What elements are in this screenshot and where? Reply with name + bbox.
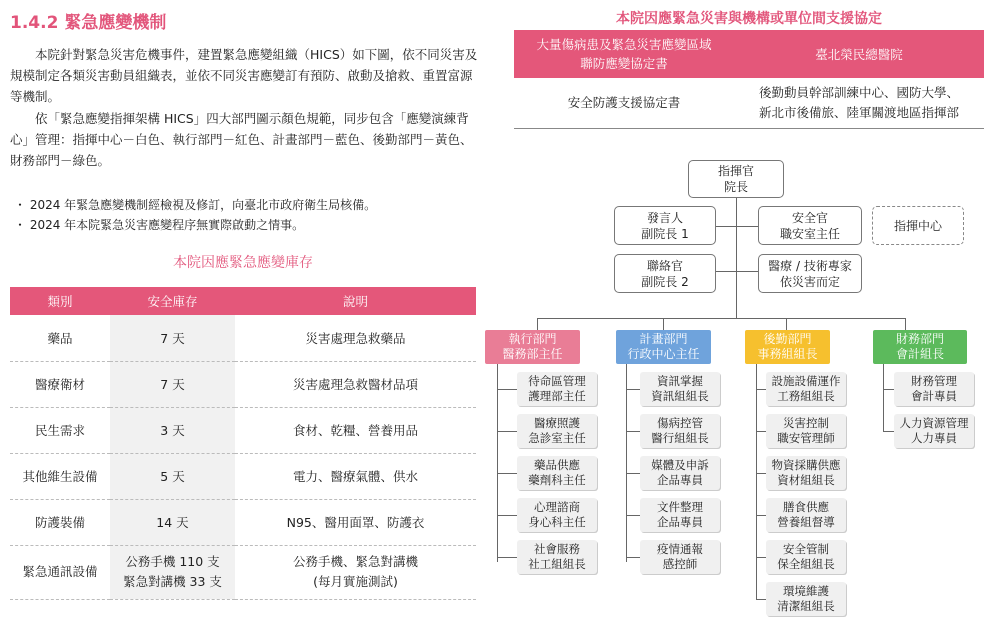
org-sub-unit: 膳食供應 營養組督導 — [766, 498, 846, 532]
org-sub-unit: 環境維護 清潔組組長 — [766, 582, 846, 616]
table-cell: 緊急通訊設備 — [10, 545, 110, 599]
table-cell: 其他維生設備 — [10, 453, 110, 499]
org-sub-unit: 災害控制 職安管理師 — [766, 414, 846, 448]
table-row — [10, 315, 476, 361]
table-cell: 7 天 — [110, 361, 235, 407]
table-cell: 後勤動員幹部訓練中心、國防大學、 新北市後備旅、陸軍關渡地區指揮部 — [734, 78, 984, 128]
table-row — [10, 453, 476, 499]
org-sub-unit: 社會服務 社工組組長 — [517, 540, 597, 574]
org-sub-unit: 文件整理 企品專員 — [640, 498, 720, 532]
bullet-item: ・ 2024 年緊急應變機制經檢視及修訂，向臺北市政府衛生局核備。 — [14, 198, 377, 212]
coop-title: 本院因應緊急災害與機構或單位間支援協定 — [616, 11, 882, 27]
column-header: 安全庫存 — [110, 287, 235, 315]
org-sub-unit: 醫療照護 急診室主任 — [517, 414, 597, 448]
paragraph-vest-colors: 依「緊急應變指揮架構 HICS」四大部門圖示顏色規範，同步包含「應變演練背心」管理：指揮中心－白色、執行部門－紅色、計畫部門－藍色、後勤部門－黃色、財務部門－綠色。 — [10, 111, 473, 168]
org-sub-unit: 資訊掌握 資訊組組長 — [640, 372, 720, 406]
table-cell: 民生需求 — [10, 407, 110, 453]
table-row — [10, 361, 476, 407]
logistics-dept-box: 後勤部門 事務組組長 — [745, 330, 830, 364]
paragraph-hics-intro: 本院針對緊急災害危機事件，建置緊急應變組織（HICS）如下圖，依不同災害及規模制定各類災害動員組織表，並依不同災害應變訂有預防、啟動及搶救、重置富源等機制。 — [10, 47, 478, 104]
table-cell: 14 天 — [110, 499, 235, 545]
table-cell: 公務手機 110 支 緊急對講機 33 支 — [110, 545, 235, 599]
org-sub-unit: 心理諮商 身心科主任 — [517, 498, 597, 532]
org-sub-unit: 傷病控管 醫行組組長 — [640, 414, 720, 448]
org-sub-unit: 待命區管理 護理部主任 — [517, 372, 597, 406]
coop-table — [514, 30, 984, 129]
column-header: 類別 — [10, 287, 110, 315]
command-center-box: 指揮中心 — [872, 206, 964, 245]
table-row — [514, 78, 984, 128]
inventory-title: 本院因應緊急應變庫存 — [173, 255, 313, 271]
table-cell: 7 天 — [110, 315, 235, 361]
table-cell: 醫療衛材 — [10, 361, 110, 407]
column-header: 大量傷病患及緊急災害應變區域 聯防應變協定書 — [514, 30, 734, 78]
table-cell: N95、醫用面罩、防護衣 — [235, 499, 476, 545]
table-header-row — [10, 287, 476, 315]
section-title: 1.4.2 緊急應變機制 — [10, 13, 167, 33]
table-cell: 公務手機、緊急對講機 (每月實施測試) — [235, 545, 476, 599]
column-header: 說明 — [235, 287, 476, 315]
commander-box: 指揮官 院長 — [688, 160, 784, 198]
table-row — [10, 407, 476, 453]
org-sub-unit: 設施設備運作 工務組組長 — [766, 372, 846, 406]
table-cell: 電力、醫療氣體、供水 — [235, 453, 476, 499]
table-cell: 安全防護支援協定書 — [514, 78, 734, 128]
exec-dept-box: 執行部門 醫務部主任 — [485, 330, 580, 364]
table-cell: 災害處理急救醫材品項 — [235, 361, 476, 407]
org-sub-unit: 藥品供應 藥劑科主任 — [517, 456, 597, 490]
table-header-row — [514, 30, 984, 78]
column-header: 臺北榮民總醫院 — [734, 30, 984, 78]
finance-dept-box: 財務部門 會計組長 — [873, 330, 967, 364]
table-row — [10, 499, 476, 545]
safety-officer-box: 安全官 職安室主任 — [758, 206, 862, 245]
liaison-box: 聯絡官 副院長 2 — [614, 254, 716, 293]
org-sub-unit: 物資採購供應 資材組組長 — [766, 456, 846, 490]
table-row — [10, 545, 476, 599]
table-cell: 災害處理急救藥品 — [235, 315, 476, 361]
plan-dept-box: 計畫部門 行政中心主任 — [616, 330, 711, 364]
table-cell: 藥品 — [10, 315, 110, 361]
table-cell: 食材、乾糧、營養用品 — [235, 407, 476, 453]
org-sub-unit: 財務管理 會計專員 — [894, 372, 974, 406]
org-sub-unit: 人力資源管理 人力專員 — [894, 414, 974, 448]
table-cell: 3 天 — [110, 407, 235, 453]
org-sub-unit: 安全管制 保全組組長 — [766, 540, 846, 574]
medical-expert-box: 醫療 / 技術專家 依災害而定 — [758, 254, 862, 293]
inventory-table — [10, 287, 476, 600]
table-cell: 防護裝備 — [10, 499, 110, 545]
org-sub-unit: 疫情通報 感控師 — [640, 540, 720, 574]
bullet-item: ・ 2024 年本院緊急災害應變程序無實際啟動之情事。 — [14, 218, 305, 232]
table-cell: 5 天 — [110, 453, 235, 499]
org-sub-unit: 媒體及申訴 企品專員 — [640, 456, 720, 490]
spokesman-box: 發言人 副院長 1 — [614, 206, 716, 245]
